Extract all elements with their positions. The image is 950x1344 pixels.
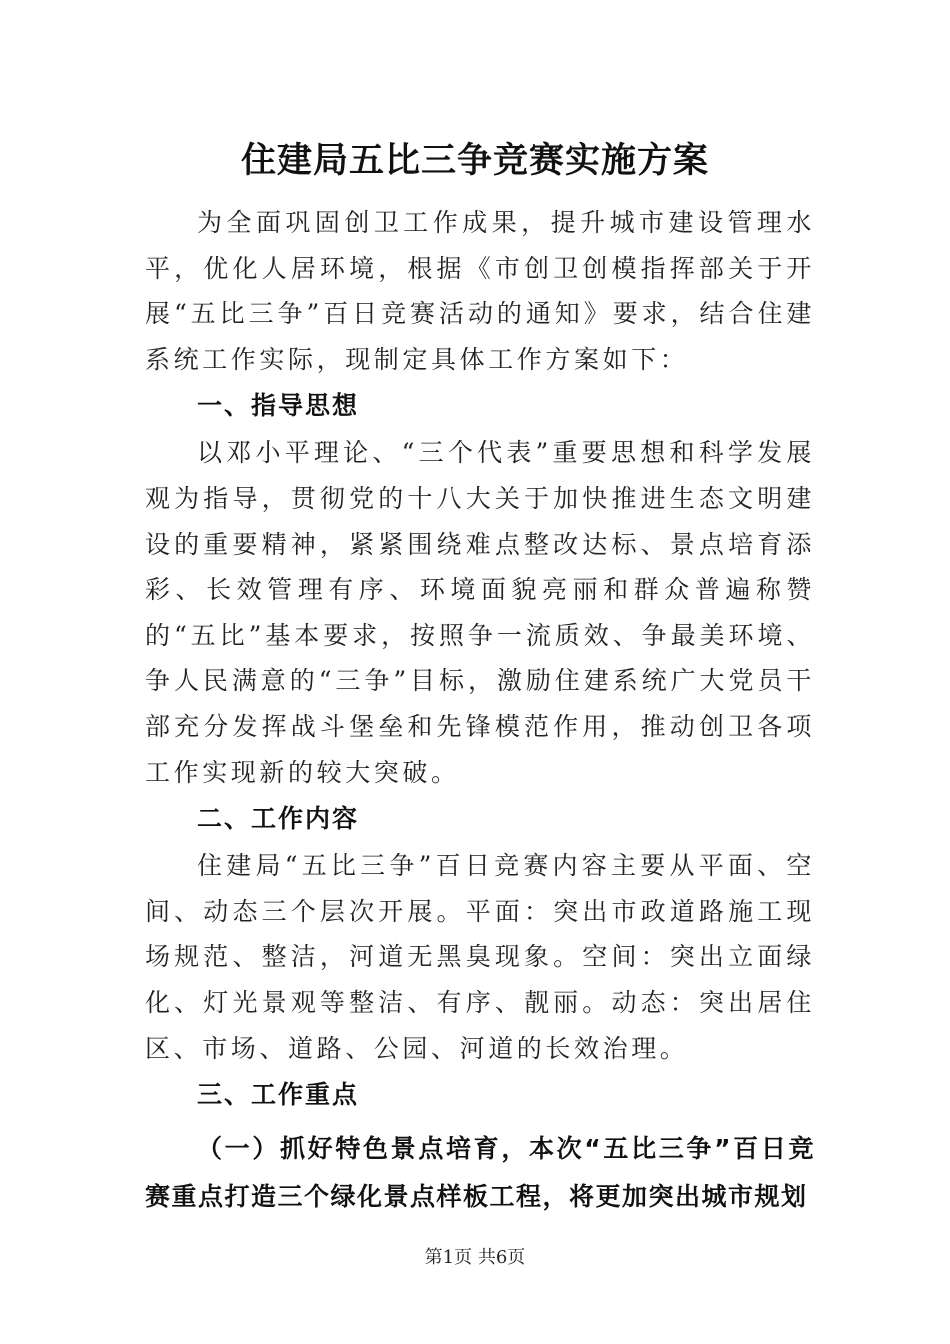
work-content-paragraph: 住建局“五比三争”百日竞赛内容主要从平面、空间、动态三个层次开展。平面：突出市政道路施工现场规范、整洁，河道无黑臭现象。空间：突出立面绿化、灯光景观等整洁、有序、靓丽。动态：突出居住区、市场、道路、公园、河道的长效治理。 [145, 851, 815, 1063]
guiding-ideology-paragraph: 以邓小平理论、“三个代表”重要思想和科学发展观为指导，贯彻党的十八大关于加快推进生态文明建设的重要精神，紧紧围绕难点整改达标、景点培育添彩、长效管理有序、环境面貌亮丽和群众普遍称赞的“五比”基本要求，按照争一流质效、争最美环境、争人民满意的“三争”目标，激励住建系统广大党员干部充分发挥战斗堡垒和先锋模范作用，推动创卫各项工作实现新的较大突破。 [145, 438, 815, 787]
work-focus-item-1: （一）抓好特色景点培育，本次“五比三争”百日竞赛重点打造三个绿化景点样板工程，将更加突出城市规划 [145, 1134, 815, 1212]
document-title: 住建局五比三争竞赛实施方案 [240, 140, 709, 181]
section-heading-work-content: 二、工作内容 [197, 804, 360, 834]
section-heading-guiding-ideology: 一、指导思想 [197, 391, 360, 421]
intro-paragraph: 为全面巩固创卫工作成果，提升城市建设管理水平，优化人居环境，根据《市创卫创模指挥部关于开展“五比三争”百日竞赛活动的通知》要求，结合住建系统工作实际，现制定具体工作方案如下： [145, 208, 815, 374]
page-footer: 第1页 共6页 [424, 1247, 526, 1268]
section-heading-work-focus: 三、工作重点 [197, 1080, 360, 1110]
document-body [145, 200, 815, 1221]
